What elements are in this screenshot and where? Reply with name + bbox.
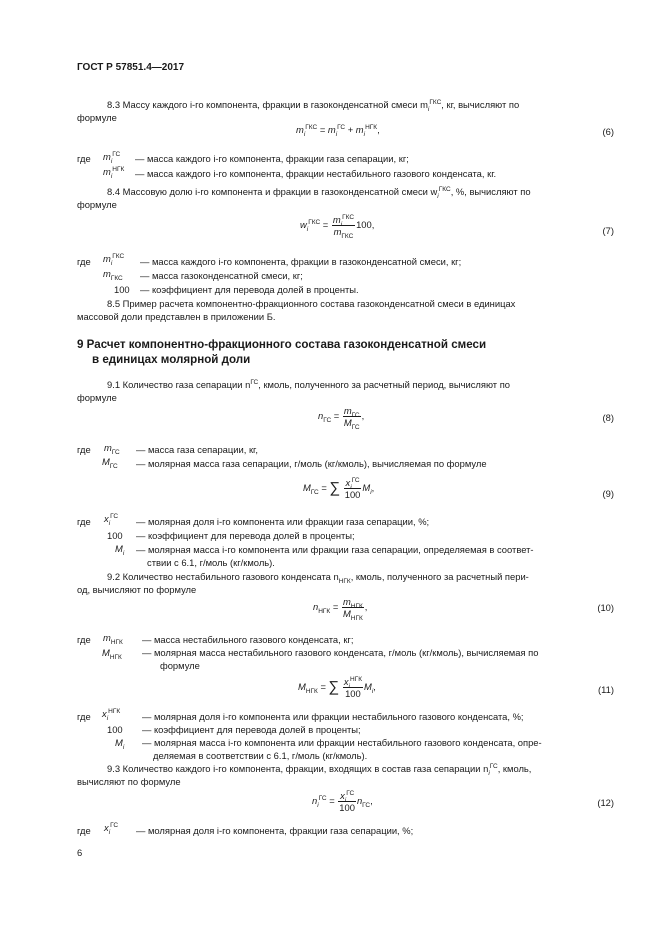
s85-line1: 8.5 Пример расчета компонентно-фракционного состава газоконденсатной смеси в единицах: [107, 298, 516, 309]
where-desc: — молярная доля i-го компонента или фракции нестабильного газового конденсата, %;: [142, 711, 524, 722]
s83-line2: формуле: [77, 112, 117, 123]
formula-10: $n_{НГК}$ = $\frac{m_{НГК}}{M_{НГК}}$ ,: [313, 596, 368, 622]
s91-line1: 9.1 Количество газа сепарации $n^{ГС}$, кмоль, полученного за расчетный период, вычисляют по: [107, 378, 510, 390]
document-header: ГОСТ Р 57851.4—2017: [77, 62, 185, 73]
where-desc: — масса газоконденсатной смеси, кг;: [140, 270, 303, 281]
symbol-M-gs: $M_{ГС}$: [102, 456, 118, 470]
formula-8: $n_{ГС}$ = $\frac{m_{ГС}}{M_{ГС}}$ ,: [318, 405, 365, 431]
where-label: где: [77, 516, 91, 527]
where-desc-cont: ствии с 6.1, г/моль (кг/кмоль).: [147, 557, 275, 568]
s93-line2: вычисляют по формуле: [77, 776, 181, 787]
s93-line1: 9.3 Количество каждого i-го компонента, фракции, входящих в состав газа сепарации $n_i^{ГС}$, кмоль,: [107, 762, 532, 777]
s85-line2: массовой доли представлен в приложении Б.: [77, 311, 276, 322]
section-9-title: 9 Расчет компонентно-фракционного состава газоконденсатной смеси: [77, 338, 487, 351]
s91-line2: формуле: [77, 392, 117, 403]
equation-number-9: (9): [602, 488, 614, 499]
where-desc: — молярная масса i-го компонента или фракции нестабильного газового конденсата, опре-: [142, 737, 542, 748]
where-label: где: [77, 444, 91, 455]
symbol-x-ngk: $x_i^{НГК}$: [102, 707, 121, 722]
where-desc: — молярная масса i-го компонента или фракции газа сепарации, определяемая в соответ-: [136, 544, 534, 555]
where-label: где: [77, 825, 91, 836]
where-desc: — коэффициент для перевода долей в проценты;: [136, 530, 355, 541]
where-desc: — молярная масса нестабильного газового конденсата, г/моль (кг/кмоль), вычисляемая по: [142, 647, 539, 658]
equation-number-8: (8): [602, 412, 614, 423]
symbol-x-gs: $x_i^{ГС}$: [104, 512, 119, 527]
where-desc: — масса нестабильного газового конденсата, кг;: [142, 634, 354, 645]
where-desc: — молярная масса газа сепарации, г/моль (кг/кмоль), вычисляемая по формуле: [136, 458, 487, 469]
where-desc: — масса каждого i-го компонента, фракции нестабильного газового конденсата, кг.: [135, 168, 497, 179]
formula-9: $M_{ГС}$ = ∑ $\frac{x_i^{ГС}}{100}$ $M_i$,: [303, 476, 375, 500]
formula-12: $n_i^{ГС}$ = $\frac{x_i^{ГС}}{100}$ $n_{ГС}$,: [312, 789, 373, 813]
where-desc: — коэффициент для перевода долей в проценты.: [140, 284, 359, 295]
s84-line2: формуле: [77, 199, 117, 210]
symbol-100: 100: [107, 724, 123, 735]
where-desc: — масса газа сепарации, кг,: [136, 444, 258, 455]
where-desc-cont: формуле: [160, 660, 200, 671]
symbol-m-gks: $m_i^{ГКС}$: [103, 252, 125, 267]
symbol-m-gs: $m_i^{ГС}$: [103, 150, 121, 165]
where-label: где: [77, 153, 91, 164]
symbol-m-gs: $m_{ГС}$: [104, 442, 120, 456]
where-label: где: [77, 711, 91, 722]
where-label: где: [77, 634, 91, 645]
where-desc: — масса каждого i-го компонента, фракции в газоконденсатной смеси, кг;: [140, 256, 462, 267]
symbol-m-ngk: $m_{НГК}$: [103, 632, 123, 646]
page-number: 6: [77, 847, 83, 858]
equation-number-11: (11): [598, 684, 614, 695]
section-9-title-cont: в единицах молярной доли: [92, 353, 251, 366]
where-desc: — молярная доля i-го компонента или фракции газа сепарации, %;: [136, 516, 430, 527]
where-desc: — масса каждого i-го компонента, фракции газа сепарации, кг;: [135, 153, 409, 164]
equation-number-6: (6): [602, 126, 614, 137]
symbol-x-gs: $x_i^{ГС}$: [104, 821, 119, 836]
symbol-100: 100: [114, 284, 130, 295]
symbol-M-ngk: $M_{НГК}$: [102, 647, 122, 661]
s83-line1: 8.3 Массу каждого i-го компонента, фракции в газоконденсатной смеси $m_i^{ГКС}$, кг, вычисляют по: [107, 98, 520, 113]
symbol-m-ngk: $m_i^{НГК}$: [103, 165, 125, 180]
symbol-100: 100: [107, 530, 123, 541]
symbol-M-i: $M_i$: [115, 737, 125, 751]
symbol-M-i: $M_i$: [115, 543, 125, 557]
equation-number-10: (10): [597, 602, 614, 613]
formula-11: $M_{НГК}$ = ∑ $\frac{x_i^{НГК}}{100}$ $M_i$,: [298, 675, 376, 699]
s92-line1: 9.2 Количество нестабильного газового конденсата $n_{НГК}$, кмоль, полученного за расчетный пери-: [107, 571, 529, 585]
s84-line1: 8.4 Массовую долю i-го компонента и фракции в газоконденсатной смеси $w_i^{ГКС}$, %, вычисляют по: [107, 185, 531, 200]
equation-number-7: (7): [602, 225, 614, 236]
where-desc-cont: деляемая в соответствии с 6.1, г/моль (кг/кмоль).: [153, 750, 368, 761]
formula-6: $m_i^{ГКС} = m_i^{ГС} + m_i^{НГК}$,: [296, 123, 380, 138]
equation-number-12: (12): [597, 797, 614, 808]
s92-line2: од, вычисляют по формуле: [77, 584, 197, 595]
symbol-m-gks-total: $m_{ГКС}$: [103, 268, 123, 282]
formula-7: $w_i^{ГКС}$ = $\frac{m_i^{ГКС}}{m_{ГКС}}$ 100,: [300, 213, 375, 240]
where-label: где: [77, 256, 91, 267]
where-desc: — молярная доля i-го компонента, фракции газа сепарации, %;: [136, 825, 414, 836]
where-desc: — коэффициент для перевода долей в проценты;: [142, 724, 361, 735]
